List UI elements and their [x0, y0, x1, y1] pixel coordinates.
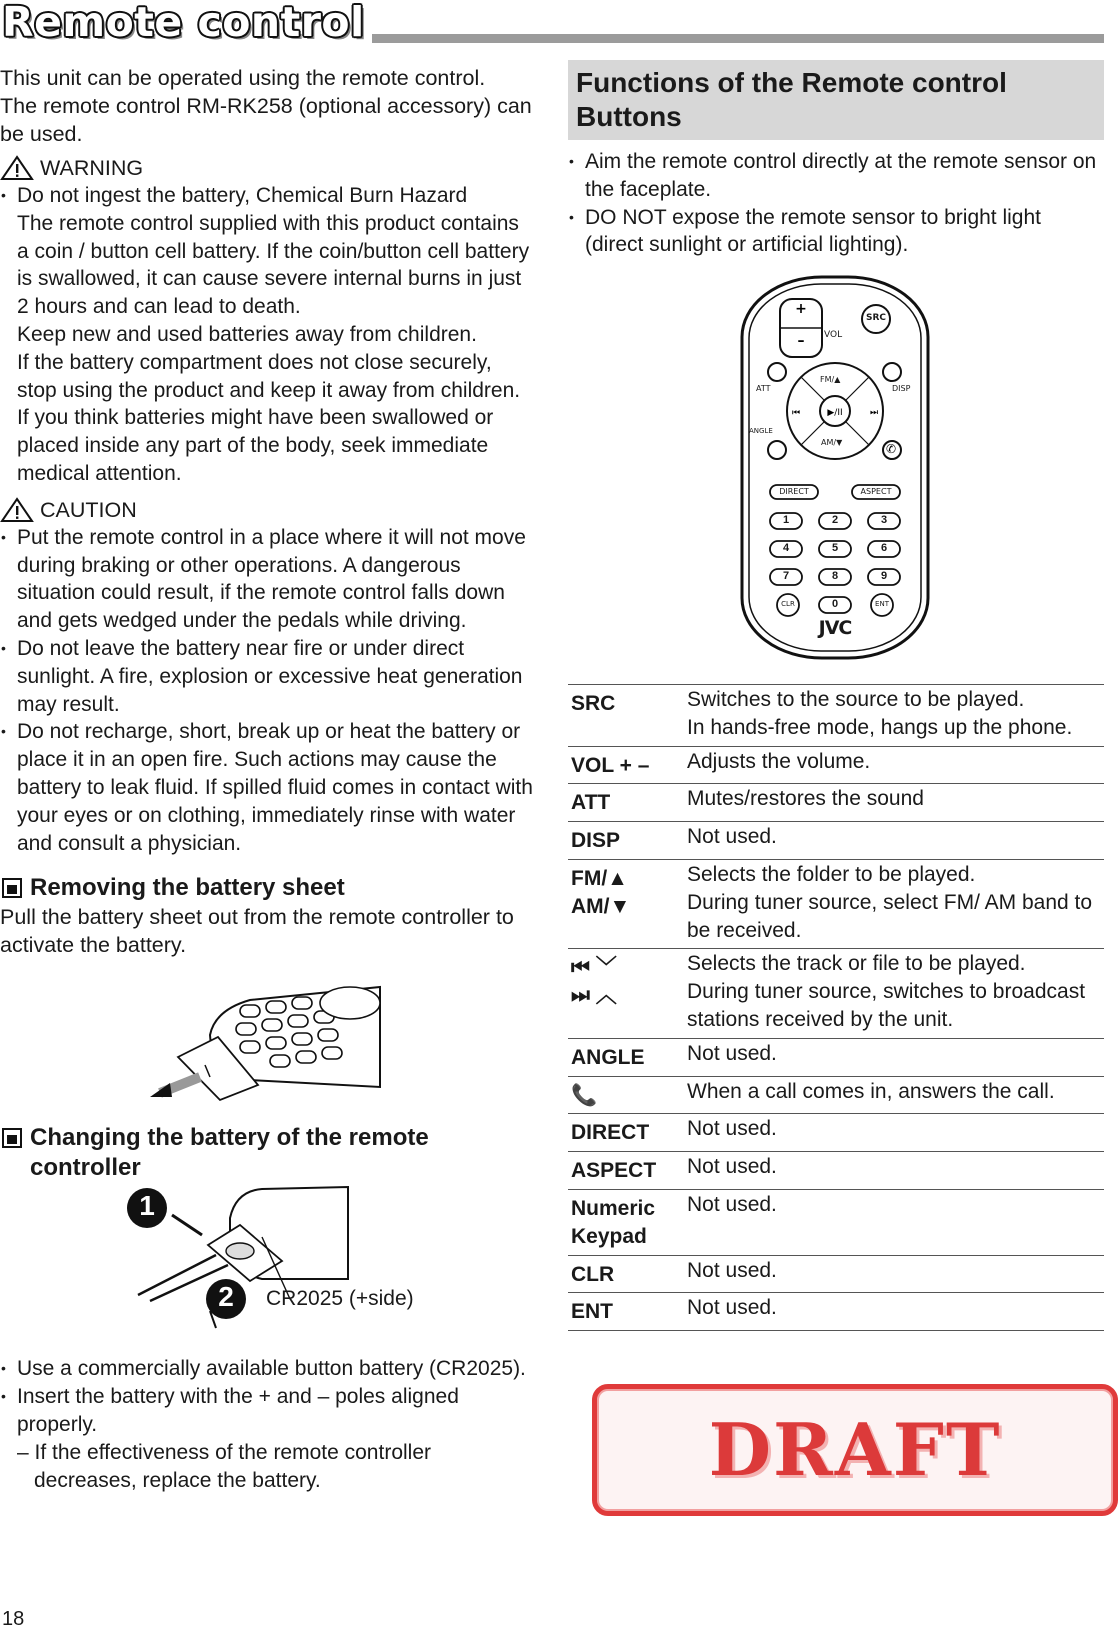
- battery-sheet-illustration: [0, 965, 535, 1115]
- warning-line-1: The remote control supplied with this product contains a coin / button cell battery. If the coin/button cell battery is swallowed, it can cause severe internal burns in just 2 hours and can lead to death.: [17, 211, 530, 319]
- warning-line-2: Keep new and used batteries away from children.: [17, 322, 477, 346]
- svg-text:✆: ✆: [885, 442, 897, 456]
- battery-label: CR2025 (+side): [266, 1287, 414, 1311]
- page-number: 18: [2, 1608, 25, 1630]
- digit-7: 7: [782, 570, 790, 582]
- removing-heading: [0, 873, 535, 903]
- right-column: [568, 60, 1104, 259]
- warning-heading: [0, 154, 535, 182]
- functions-bullet-1: • Aim the remote control directly at the remote sensor on the faceplate.: [568, 148, 1104, 204]
- function-desc: [684, 859, 1104, 948]
- function-desc: [684, 949, 1104, 1038]
- function-row: [568, 1255, 1104, 1293]
- function-row: [568, 1076, 1104, 1114]
- digit-4: 4: [782, 542, 790, 554]
- function-desc-line: When a call comes in, answers the call.: [687, 1079, 1055, 1103]
- intro-line-1: This unit can be operated using the remote control.: [0, 66, 486, 90]
- step-1-badge: 1: [139, 1190, 155, 1222]
- function-desc-line: Not used.: [687, 1155, 777, 1179]
- intro-line-2: The remote control RM-RK258 (optional accessory) can be used.: [0, 94, 532, 146]
- function-desc: [684, 685, 1104, 747]
- function-desc-line: Not used.: [687, 1041, 777, 1065]
- function-key: ANGLE: [568, 1038, 684, 1076]
- caution-bullet-2: • Do not leave the battery near fire or under direct sunlight. A fire, explosion or excessive heat generation may result.: [0, 635, 535, 718]
- function-desc-line: Mutes/restores the sound: [687, 787, 924, 811]
- function-desc: [684, 1189, 1104, 1255]
- function-row: [568, 1114, 1104, 1152]
- function-desc-line: Not used.: [687, 1258, 777, 1282]
- caution-triangle-icon: [0, 497, 34, 523]
- changing-dash-note: – If the effectiveness of the remote controller decreases, replace the battery.: [17, 1440, 432, 1492]
- function-desc: [684, 822, 1104, 860]
- fm-label: FM/▲: [820, 375, 841, 384]
- caution-bullet-1: • Put the remote control in a place where it will not move during braking or other operations. A dangerous situation could result, if the remote control falls down and gets wedged under the pedals while driving.: [0, 524, 535, 635]
- function-desc: [684, 1152, 1104, 1190]
- function-desc: [684, 784, 1104, 822]
- function-desc-line: During tuner source, switches to broadcast stations received by the unit.: [687, 980, 1086, 1031]
- warning-label: WARNING: [40, 156, 144, 180]
- removing-text: Pull the battery sheet out from the remote controller to activate the battery.: [0, 905, 514, 958]
- function-desc-line: Not used.: [687, 1192, 777, 1216]
- caution-label: CAUTION: [40, 497, 137, 522]
- digit-0: 0: [831, 598, 839, 610]
- function-key: ATT: [568, 784, 684, 822]
- functions-heading: Functions of the Remote control Buttons: [568, 60, 1104, 140]
- function-row: [568, 1293, 1104, 1331]
- function-row: [568, 859, 1104, 948]
- function-desc: [684, 1076, 1104, 1114]
- function-row: [568, 746, 1104, 784]
- function-row: [568, 949, 1104, 1038]
- function-key: DISP: [568, 822, 684, 860]
- function-key: VOL + –: [568, 746, 684, 784]
- svg-text:⏮: ⏮: [791, 408, 801, 418]
- function-desc: [684, 1255, 1104, 1293]
- function-key: 📞: [568, 1076, 684, 1114]
- function-desc-line: Not used.: [687, 1117, 777, 1141]
- section-marker-icon: [2, 1128, 22, 1148]
- function-row: [568, 822, 1104, 860]
- title-area: [0, 0, 1104, 48]
- function-row: [568, 1152, 1104, 1190]
- function-row: [568, 1189, 1104, 1255]
- function-desc-line: Not used.: [687, 825, 777, 849]
- am-label: AM/▼: [821, 438, 843, 447]
- aspect-button-label: ASPECT: [860, 487, 892, 496]
- function-desc-line: Adjusts the volume.: [687, 749, 871, 773]
- warning-line-4: If you think batteries might have been swallowed or placed inside any part of the body, seek immediate medical attention.: [17, 406, 494, 485]
- src-button-label: SRC: [865, 313, 887, 323]
- function-desc: [684, 746, 1104, 784]
- function-key: ENT: [568, 1293, 684, 1331]
- function-row: [568, 1038, 1104, 1076]
- function-desc-line: Selects the track or file to be played.: [687, 952, 1026, 976]
- left-column: [0, 64, 535, 1494]
- changing-heading-text: Changing the battery of the remote controller: [30, 1124, 429, 1182]
- draft-stamp: [592, 1384, 1118, 1516]
- page-title: Remote control: [2, 0, 365, 46]
- section-marker-icon: [2, 878, 22, 898]
- digit-1: 1: [782, 514, 790, 526]
- draft-stamp-text: DRAFT: [708, 1407, 1002, 1492]
- function-desc-line: Selects the folder to be played.: [687, 862, 976, 886]
- removing-heading-text: Removing the battery sheet: [30, 874, 345, 902]
- functions-table: [568, 684, 1104, 1331]
- function-row: [568, 784, 1104, 822]
- digit-6: 6: [880, 542, 888, 554]
- changing-bullet-2: • Insert the battery with the + and – poles aligned properly.: [0, 1383, 535, 1439]
- warning-triangle-icon: [0, 155, 34, 181]
- clr-button-label: CLR: [781, 600, 795, 608]
- function-desc: [684, 1114, 1104, 1152]
- digit-8: 8: [831, 570, 839, 582]
- function-desc-line: During tuner source, select FM/ AM band to be received.: [687, 890, 1093, 942]
- digit-5: 5: [831, 542, 839, 554]
- digit-3: 3: [880, 514, 888, 526]
- disp-label: DISP: [892, 384, 911, 393]
- jvc-logo: JVC: [818, 617, 852, 639]
- vol-label: VOL: [824, 330, 843, 340]
- att-label: ATT: [756, 384, 771, 393]
- step-2-badge: 2: [218, 1281, 234, 1313]
- function-key: Numeric Keypad: [568, 1189, 684, 1255]
- warning-lead: • Do not ingest the battery, Chemical Burn Hazard: [0, 182, 535, 210]
- direct-button-label: DIRECT: [779, 487, 809, 496]
- battery-change-figure: [0, 1183, 535, 1333]
- svg-text:▶/II: ▶/II: [827, 408, 843, 418]
- caution-bullet-3: • Do not recharge, short, break up or heat the battery or place it in an open fire. Such actions may cause the battery to leak fluid. If spilled fluid comes in contact with your eyes or on clothing, immediately rinse with water and consult a physician.: [0, 718, 535, 857]
- remote-control-illustration: [740, 275, 930, 660]
- function-key: ⏮ ﹀ ⏭ ︿: [568, 949, 684, 1038]
- function-key: DIRECT: [568, 1114, 684, 1152]
- title-rule: [372, 34, 1104, 43]
- function-desc: [684, 1038, 1104, 1076]
- function-desc: [684, 1293, 1104, 1331]
- functions-bullet-2: • DO NOT expose the remote sensor to bright light (direct sunlight or artificial lighting).: [568, 204, 1104, 260]
- function-desc-line: In hands-free mode, hangs up the phone.: [687, 715, 1073, 739]
- svg-text:–: –: [797, 333, 805, 349]
- functions-table-body: [568, 685, 1104, 1331]
- warning-line-3: If the battery compartment does not close securely, stop using the product and keep it away from children.: [17, 350, 521, 402]
- function-key: ASPECT: [568, 1152, 684, 1190]
- function-desc-line: Not used.: [687, 1296, 777, 1320]
- digit-9: 9: [880, 570, 888, 582]
- svg-text:⏭: ⏭: [869, 408, 879, 418]
- function-row: [568, 685, 1104, 747]
- function-key: FM/▲ AM/▼: [568, 859, 684, 948]
- function-desc-line: Switches to the source to be played.: [687, 688, 1025, 711]
- function-key: SRC: [568, 685, 684, 747]
- changing-heading: [0, 1123, 535, 1183]
- svg-text:+: +: [795, 301, 807, 317]
- function-key: CLR: [568, 1255, 684, 1293]
- angle-label: ANGLE: [749, 427, 773, 435]
- changing-bullet-1: • Use a commercially available button battery (CR2025).: [0, 1355, 535, 1383]
- ent-button-label: ENT: [875, 600, 889, 608]
- caution-heading: [0, 496, 535, 524]
- digit-2: 2: [831, 514, 839, 526]
